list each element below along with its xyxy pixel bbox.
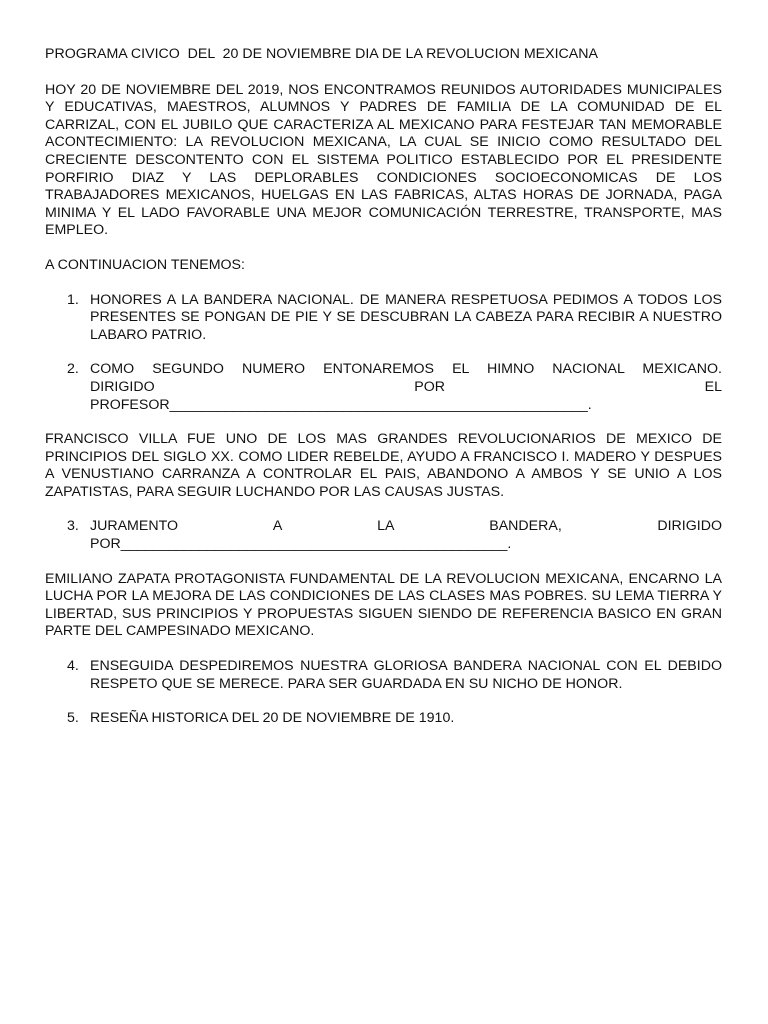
list-item-1 — [45, 292, 722, 345]
program-list-1 — [45, 292, 722, 415]
list-item-text-line1: JURAMENTO A LA BANDERA, DIRIGIDO — [90, 518, 722, 535]
list-item-3 — [45, 518, 722, 553]
zapata-paragraph: EMILIANO ZAPATA PROTAGONISTA FUNDAMENTAL DE LA REVOLUCION MEXICANA, ENCARNO LA LUCHA POR LA MEJORA DE LAS CONDICIONES DE LAS CLASES MAS POBRES. SU LEMA TIERRA Y LIBERTAD, SUS PRINCIPIOS Y PROPUESTAS SIGUEN SIENDO DE REFERENCIA BASICO EN GRAN PARTE DEL CAMPESINADO MEXICANO. — [45, 570, 722, 640]
villa-paragraph: FRANCISCO VILLA FUE UNO DE LOS MAS GRANDES REVOLUCIONARIOS DE MEXICO DE PRINCIPIOS DEL SIGLO XX. COMO LIDER REBELDE, AYUDO A FRANCISCO I. MADERO Y DESPUES A VENUSTIANO CARRANZA A CONTROLAR EL PAIS, ABANDONO A AMBOS Y SE UNIO A LOS ZAPATISTAS, PARA SEGUIR LUCHANDO POR LAS CAUSAS JUSTAS. — [45, 431, 722, 500]
list-item-number: 2. — [67, 361, 79, 378]
list-item-number: 1. — [67, 291, 79, 308]
list-item-number: 3. — [67, 518, 79, 535]
document-page — [45, 46, 722, 745]
program-list-2 — [45, 518, 722, 553]
list-item-number: 5. — [67, 710, 79, 727]
document-title: PROGRAMA CIVICO DEL 20 DE NOVIEMBRE DIA DE LA REVOLUCION MEXICANA — [45, 46, 598, 62]
list-item-text: ENSEGUIDA DESPEDIREMOS NUESTRA GLORIOSA BANDERA NACIONAL CON EL DEBIDO RESPETO QUE SE MERECE. PARA SER GUARDADA EN SU NICHO DE HONOR. — [90, 658, 722, 692]
intro-paragraph: HOY 20 DE NOVIEMBRE DEL 2019, NOS ENCONTRAMOS REUNIDOS AUTORIDADES MUNICIPALES Y EDUCATIVAS, MAESTROS, ALUMNOS Y PADRES DE FAMILIA DE LA COMUNIDAD DE EL CARRIZAL, CON EL JUBILO QUE CARACTERIZA AL MEXICANO PARA FESTEJAR TAN MEMORABLE ACONTECIMIENTO: LA REVOLUCION MEXICANA, LA CUAL SE INICIO COMO RESULTADO DEL CRECIENTE DESCONTENTO CON EL SISTEMA POLITICO ESTABLECIDO POR EL PRESIDENTE PORFIRIO DIAZ Y LAS DEPLORABLES CONDICIONES SOCIOECONOMICAS DE LOS TRABAJADORES MEXICANOS, HUELGAS EN LAS FABRICAS, ALTAS HORAS DE JORNADA, PAGA MINIMA Y EL LADO FAVORABLE UNA MEJOR COMUNICACIÓN TERRESTRE, TRANSPORTE, MAS EMPLEO. — [45, 81, 722, 239]
list-item-4 — [45, 658, 722, 693]
list-item-text-line2: DIRIGIDO POR EL — [90, 378, 722, 395]
list-item-text-line3: PROFESOR_____________________________________________________. — [90, 396, 592, 413]
list-item-text-line2: POR_________________________________________________. — [90, 536, 512, 553]
list-item-text: RESEÑA HISTORICA DEL 20 DE NOVIEMBRE DE 1910. — [90, 710, 455, 727]
continuation-line: A CONTINUACION TENEMOS: — [45, 256, 245, 273]
program-list-3 — [45, 658, 722, 728]
list-item-text: HONORES A LA BANDERA NACIONAL. DE MANERA RESPETUOSA PEDIMOS A TODOS LOS PRESENTES SE PONGAN DE PIE Y SE DESCUBRAN LA CABEZA PARA RECIBIR A NUESTRO LABARO PATRIO. — [90, 291, 722, 343]
list-item-5 — [45, 710, 722, 728]
list-item-text-line1: COMO SEGUNDO NUMERO ENTONAREMOS EL HIMNO NACIONAL MEXICANO. — [90, 361, 722, 378]
list-item-number: 4. — [67, 658, 79, 675]
list-item-2 — [45, 361, 722, 414]
